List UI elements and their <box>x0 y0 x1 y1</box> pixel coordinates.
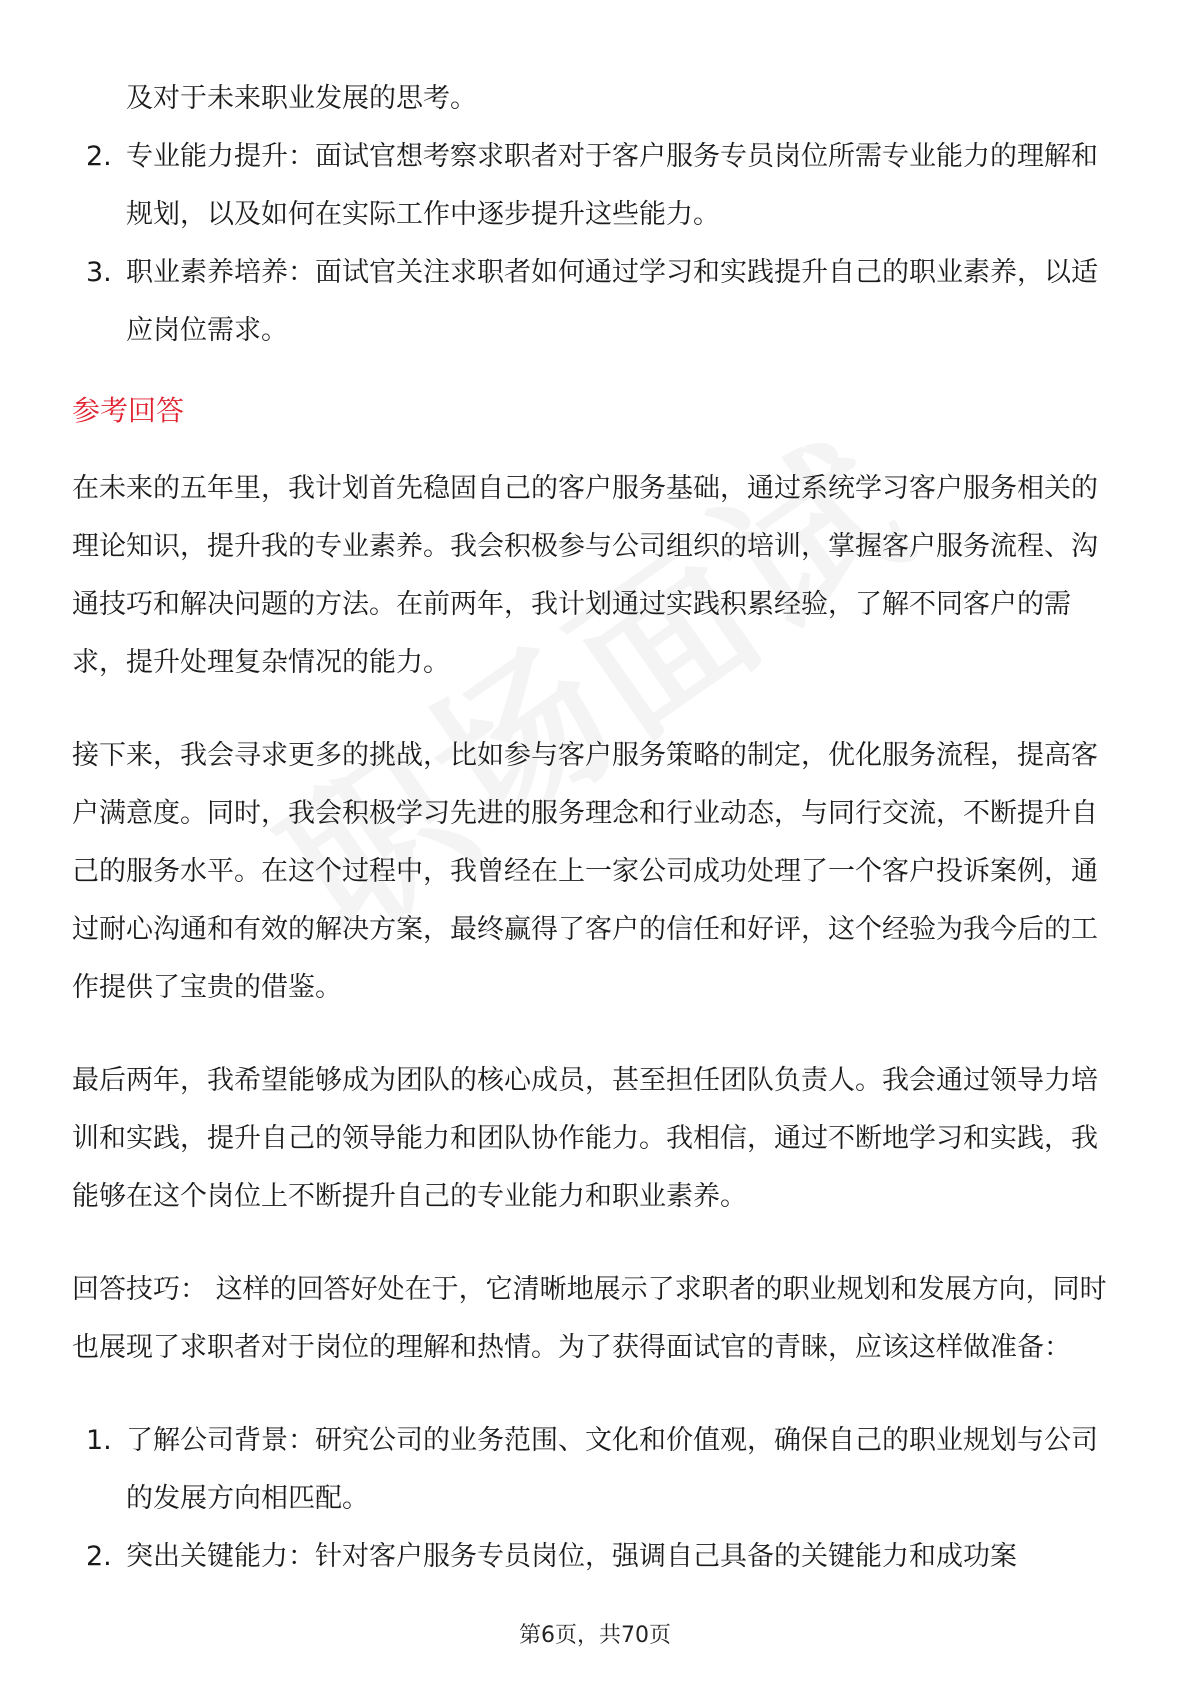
list-item-text: 突出关键能力：针对客户服务专员岗位，强调自己具备的关键能力和成功案 <box>126 1541 1017 1572</box>
page-content <box>72 70 1122 1586</box>
list-item <box>72 244 1122 360</box>
page-footer: 第6页，共70页 <box>519 1623 671 1648</box>
answer-paragraph: 接下来，我会寻求更多的挑战，比如参与客户服务策略的制定，优化服务流程，提高客户满意度。同时，我会积极学习先进的服务理念和行业动态，与同行交流，不断提升自己的服务水平。在这个过程中，我曾经在上一家公司成功处理了一个客户投诉案例，通过耐心沟通和有效的解决方案，最终赢得了客户的信任和好评，这个经验为我今后的工作提供了宝贵的借鉴。 <box>72 740 1098 1003</box>
tips-paragraph: 回答技巧： 这样的回答好处在于，它清晰地展示了求职者的职业规划和发展方向，同时也展现了求职者对于岗位的理解和热情。为了获得面试官的青睐，应该这样做准备： <box>72 1274 1107 1363</box>
list-item-continuation: 及对于未来职业发展的思考。 <box>126 83 477 114</box>
answer-paragraph: 最后两年，我希望能够成为团队的核心成员，甚至担任团队负责人。我会通过领导力培训和实践，提升自己的领导能力和团队协作能力。我相信，通过不断地学习和实践，我能够在这个岗位上不断提升自己的专业能力和职业素养。 <box>72 1065 1098 1212</box>
list-number: 1. <box>86 1425 112 1456</box>
preparation-list <box>72 1412 1122 1586</box>
list-item-text: 了解公司背景：研究公司的业务范围、文化和价值观，确保自己的职业规划与公司的发展方向相匹配。 <box>126 1425 1098 1514</box>
list-number: 2. <box>86 141 112 172</box>
list-item <box>72 1412 1122 1528</box>
list-item-text: 专业能力提升：面试官想考察求职者对于客户服务专员岗位所需专业能力的理解和规划，以及如何在实际工作中逐步提升这些能力。 <box>126 141 1098 230</box>
list-number: 2. <box>86 1541 112 1572</box>
list-number: 3. <box>86 257 112 288</box>
focus-list <box>72 128 1122 360</box>
section-heading: 参考回答 <box>72 394 185 427</box>
list-item <box>72 1528 1122 1586</box>
answer-paragraph: 在未来的五年里，我计划首先稳固自己的客户服务基础，通过系统学习客户服务相关的理论知识，提升我的专业素养。我会积极参与公司组织的培训，掌握客户服务流程、沟通技巧和解决问题的方法。在前两年，我计划通过实践积累经验，了解不同客户的需求，提升处理复杂情况的能力。 <box>72 473 1098 678</box>
list-item-text: 职业素养培养：面试官关注求职者如何通过学习和实践提升自己的职业素养，以适应岗位需求。 <box>126 257 1098 346</box>
list-item <box>72 128 1122 244</box>
